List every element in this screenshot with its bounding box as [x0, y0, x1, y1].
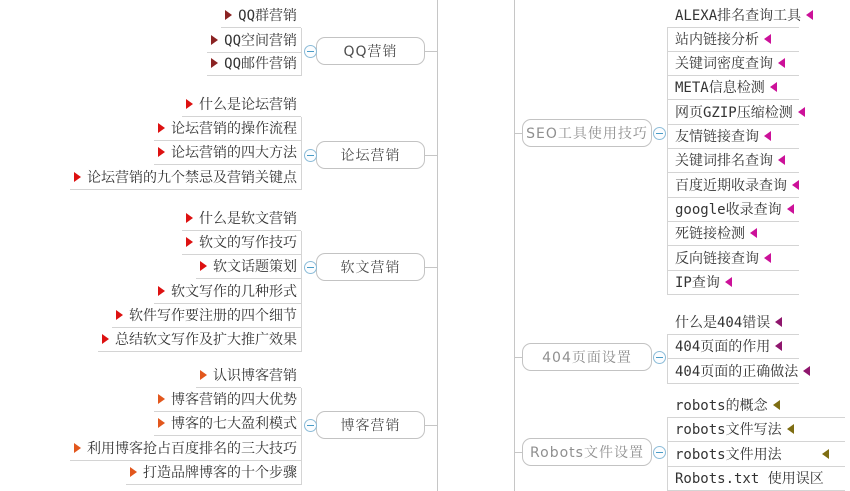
minus-icon: [307, 155, 314, 156]
leaf-node-label: 软件写作要注册的四个细节: [129, 308, 297, 324]
leaf-node[interactable]: [126, 460, 301, 485]
branch-connector-line: [425, 425, 437, 426]
leaf-node[interactable]: [196, 254, 301, 279]
branch-node-3-left[interactable]: [316, 411, 425, 439]
fold-arrow-icon[interactable]: [186, 237, 193, 247]
leaf-node-label: google收录查询: [675, 201, 782, 218]
fold-arrow-icon[interactable]: [130, 467, 137, 477]
leaf-node[interactable]: [667, 359, 799, 384]
branch-node-label: 404页面设置: [542, 350, 632, 366]
leaf-node-label: 论坛营销的操作流程: [171, 121, 297, 137]
branch-connector-line: [514, 357, 522, 358]
leaf-node[interactable]: [667, 75, 799, 100]
fold-arrow-icon[interactable]: [158, 418, 165, 428]
leaf-node-label: 关键词密度查询: [675, 56, 773, 73]
minus-icon: [656, 357, 663, 358]
leaf-node-label: 软文写作的几种形式: [171, 283, 297, 300]
leaf-node[interactable]: [154, 387, 301, 412]
leaf-node[interactable]: [667, 51, 799, 76]
leaf-node-label: Robots.txt 使用误区: [675, 470, 824, 487]
leaf-node-label: 论坛营销的四大方法: [171, 145, 297, 161]
branch-node-0-right[interactable]: [522, 119, 652, 147]
branch-connector-line: [514, 452, 522, 453]
left-trunk-line: [437, 0, 438, 491]
fold-arrow-icon[interactable]: [764, 131, 771, 141]
leaf-node-label: 什么是软文营销: [199, 210, 297, 227]
branch-node-1-right[interactable]: [522, 343, 652, 371]
fold-arrow-icon[interactable]: [764, 34, 771, 44]
fold-arrow-icon[interactable]: [200, 370, 207, 380]
fold-arrow-icon[interactable]: [102, 334, 109, 344]
leaf-node[interactable]: [182, 206, 301, 231]
leaf-node-label: IP查询: [675, 274, 720, 291]
leaf-node-label: 友情链接查询: [675, 129, 759, 145]
leaf-node[interactable]: [154, 411, 301, 436]
branch-node-label: 论坛营销: [340, 148, 401, 164]
leaf-node-label: 认识博客营销: [213, 367, 297, 384]
collapse-button[interactable]: [304, 149, 317, 162]
fold-arrow-icon[interactable]: [158, 286, 165, 296]
fold-arrow-icon[interactable]: [806, 10, 813, 20]
minus-icon: [307, 51, 314, 52]
collapse-button[interactable]: [653, 351, 666, 364]
leaf-node-label: 打造品牌博客的十个步骤: [143, 465, 297, 481]
branch-node-label: 博客营销: [340, 418, 401, 434]
branch-node-label: QQ营销: [343, 44, 398, 60]
leaf-node[interactable]: [182, 230, 301, 255]
leaf-node[interactable]: [667, 173, 799, 198]
leaf-node[interactable]: [667, 27, 799, 52]
leaf-node[interactable]: [667, 466, 845, 491]
leaf-node[interactable]: [667, 221, 799, 246]
leaf-node-label: 博客营销的四大优势: [171, 392, 297, 408]
leaf-node[interactable]: [667, 100, 799, 125]
leaf-node[interactable]: [196, 363, 301, 388]
fold-arrow-icon[interactable]: [725, 277, 732, 287]
leaf-node[interactable]: [667, 270, 799, 295]
fold-arrow-icon[interactable]: [74, 172, 81, 182]
fold-arrow-icon[interactable]: [211, 35, 218, 45]
leaf-node-label: ALEXA排名查询工具: [675, 7, 802, 24]
leaf-node-label: 什么是论坛营销: [199, 96, 297, 113]
collapse-button[interactable]: [304, 419, 317, 432]
leaf-node[interactable]: [182, 92, 301, 117]
leaf-node[interactable]: [112, 303, 301, 328]
fold-arrow-icon[interactable]: [211, 58, 218, 68]
leaf-node-label: 博客的七大盈利模式: [171, 416, 297, 432]
fold-arrow-icon[interactable]: [792, 180, 799, 190]
leaf-node[interactable]: [667, 393, 845, 418]
minus-icon: [307, 425, 314, 426]
leaf-node-label: robots文件用法: [675, 446, 782, 463]
fold-arrow-icon[interactable]: [773, 400, 780, 410]
leaf-node-label: META信息检测: [675, 80, 765, 97]
fold-arrow-icon[interactable]: [778, 58, 785, 68]
leaf-node-label: QQ空间营销: [224, 33, 297, 49]
leaf-node-label: robots的概念: [675, 398, 768, 414]
leaf-node[interactable]: [154, 116, 301, 141]
leaf-node[interactable]: [667, 442, 845, 467]
branch-node-label: 软文营销: [340, 260, 401, 276]
leaf-node-label: 404页面的正确做法: [675, 363, 799, 380]
minus-icon: [307, 267, 314, 268]
leaf-node-label: QQ群营销: [238, 7, 297, 24]
leaf-node-label: 论坛营销的九个禁忌及营销关键点: [87, 169, 297, 186]
leaf-node-label: 站内链接分析: [675, 31, 759, 48]
leaf-node[interactable]: [70, 436, 301, 461]
minus-icon: [656, 133, 663, 134]
leaf-node-label: 利用博客抢占百度排名的三大技巧: [87, 440, 297, 457]
fold-arrow-icon[interactable]: [770, 82, 777, 92]
fold-arrow-icon[interactable]: [186, 213, 193, 223]
branch-connector-line: [425, 51, 437, 52]
collapse-button[interactable]: [304, 45, 317, 58]
leaf-node[interactable]: [667, 310, 799, 335]
branch-junction-line: [301, 231, 302, 353]
branch-node-0-left[interactable]: [316, 37, 425, 65]
fold-arrow-icon[interactable]: [787, 424, 794, 434]
branch-connector-line: [425, 267, 437, 268]
leaf-node-label: 网页GZIP压缩检测: [675, 104, 793, 121]
collapse-button[interactable]: [653, 127, 666, 140]
fold-arrow-icon[interactable]: [778, 155, 785, 165]
fold-arrow-icon[interactable]: [822, 449, 829, 459]
fold-arrow-icon[interactable]: [750, 228, 757, 238]
fold-arrow-icon[interactable]: [158, 394, 165, 404]
leaf-node-label: 总结软文写作及扩大推广效果: [115, 332, 297, 348]
fold-arrow-icon[interactable]: [200, 261, 207, 271]
collapse-button[interactable]: [653, 446, 666, 459]
branch-junction-line: [301, 28, 302, 77]
fold-arrow-icon[interactable]: [186, 99, 193, 109]
leaf-node[interactable]: [207, 51, 301, 76]
fold-arrow-icon[interactable]: [803, 366, 810, 376]
fold-arrow-icon[interactable]: [798, 107, 805, 117]
branch-node-label: SEO工具使用技巧: [526, 126, 648, 142]
branch-node-label: Robots文件设置: [530, 445, 644, 461]
leaf-node[interactable]: [70, 165, 301, 190]
branch-connector-line: [425, 155, 437, 156]
fold-arrow-icon[interactable]: [775, 341, 782, 351]
leaf-node-label: QQ邮件营销: [224, 56, 297, 72]
leaf-node-label: 什么是404错误: [675, 315, 771, 331]
leaf-node-label: robots文件写法: [675, 422, 782, 439]
leaf-node[interactable]: [154, 140, 301, 165]
leaf-node[interactable]: [667, 3, 802, 28]
branch-node-1-left[interactable]: [316, 141, 425, 169]
leaf-node-label: 反向链接查询: [675, 250, 759, 267]
leaf-node[interactable]: [221, 3, 301, 28]
branch-junction-line: [301, 117, 302, 190]
leaf-node[interactable]: [667, 417, 845, 442]
minus-icon: [656, 452, 663, 453]
fold-arrow-icon[interactable]: [158, 147, 165, 157]
fold-arrow-icon[interactable]: [764, 253, 771, 263]
leaf-node[interactable]: [98, 327, 301, 352]
right-trunk-line: [514, 0, 515, 491]
leaf-node[interactable]: [154, 279, 301, 304]
branch-connector-line: [514, 133, 522, 134]
leaf-node-label: 百度近期收录查询: [675, 177, 787, 194]
leaf-node-label: 404页面的作用: [675, 339, 771, 356]
leaf-node[interactable]: [667, 197, 799, 222]
branch-node-2-left[interactable]: [316, 253, 425, 281]
fold-arrow-icon[interactable]: [74, 443, 81, 453]
branch-node-2-right[interactable]: [522, 438, 652, 466]
leaf-node[interactable]: [667, 334, 799, 359]
leaf-node-label: 软文的写作技巧: [199, 235, 297, 251]
leaf-node[interactable]: [207, 28, 301, 53]
fold-arrow-icon[interactable]: [225, 10, 232, 20]
fold-arrow-icon[interactable]: [116, 310, 123, 320]
fold-arrow-icon[interactable]: [775, 317, 782, 327]
leaf-node-label: 软文话题策划: [213, 259, 297, 275]
fold-arrow-icon[interactable]: [787, 204, 794, 214]
branch-junction-line: [301, 388, 302, 486]
leaf-node[interactable]: [667, 246, 799, 271]
leaf-node-label: 死链接检测: [675, 226, 745, 243]
collapse-button[interactable]: [304, 261, 317, 274]
fold-arrow-icon[interactable]: [158, 123, 165, 133]
leaf-node[interactable]: [667, 124, 799, 149]
leaf-node[interactable]: [667, 148, 799, 173]
leaf-node-label: 关键词排名查询: [675, 153, 773, 170]
